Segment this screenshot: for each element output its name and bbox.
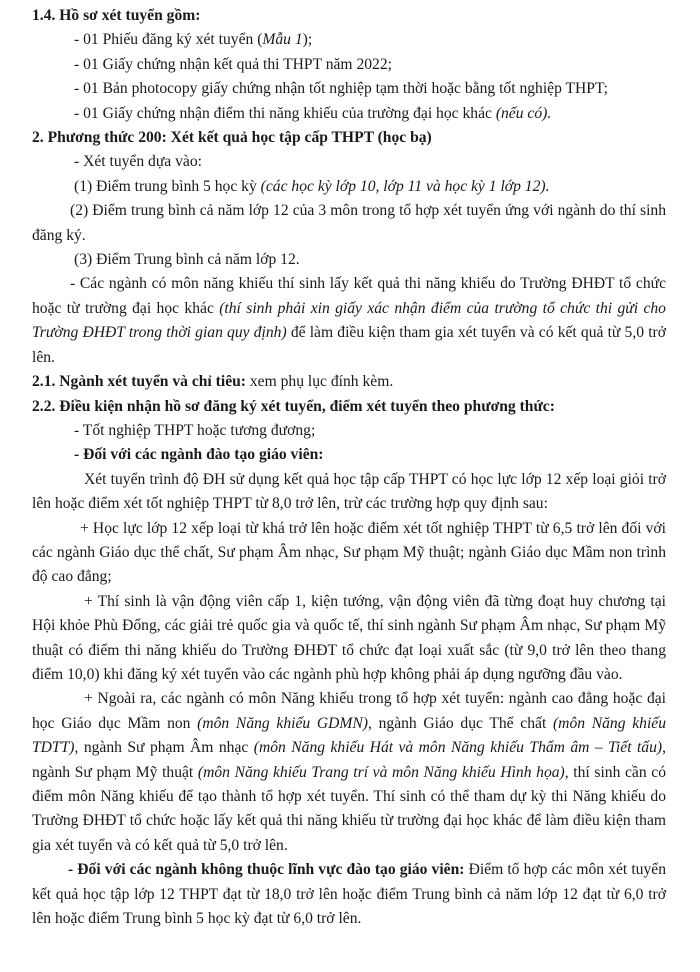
item-italic: Mẫu 1	[262, 31, 303, 49]
section-2-2-heading: 2.2. Điều kiện nhận hồ sơ đăng ký xét tuyển, điểm xét tuyển theo phương thức:	[32, 397, 555, 415]
non-teacher-heading: - Đối với các ngành không thuộc lĩnh vực đào tạo giáo viên:	[68, 861, 465, 879]
teacher-heading: - Đối với các ngành đào tạo giáo viên:	[74, 446, 324, 464]
aptitude-note	[32, 272, 666, 370]
criterion-text: (1) Điểm trung bình 5 học kỳ	[74, 177, 261, 195]
section-2-1-heading: 2.1. Ngành xét tuyển và chỉ tiêu:	[32, 373, 246, 391]
exception-2: + Thí sinh là vận động viên cấp 1, kiện tướng, vận động viên đã từng đoạt huy chương tại Hội khỏe Phù Đổng, các giải trẻ quốc gia và quốc tế, thí sinh ngành Sư phạm Âm nhạc, Sư phạm Mỹ thuật có điểm thi năng khiếu do Trường ĐHĐT tổ chức đạt loại xuất sắc (từ 9,0 trở lên theo thang điểm 10,0) khi đăng ký xét tuyển vào các ngành phù hợp không phải áp dụng ngưỡng đầu vào.	[32, 592, 666, 683]
list-item	[32, 102, 666, 126]
list-item: - 01 Giấy chứng nhận kết quả thi THPT năm 2022;	[74, 55, 392, 73]
criterion-2: (2) Điểm trung bình cả năm lớp 12 của 3 môn trong tổ hợp xét tuyển ứng với ngành do thí sinh đăng ký.	[32, 202, 666, 244]
item-tail: );	[302, 31, 313, 49]
list-item: - 01 Bản photocopy giấy chứng nhận tốt nghiệp tạm thời hoặc bằng tốt nghiệp THPT;	[74, 80, 608, 98]
italic-run: (môn Năng khiếu GDMN)	[197, 714, 368, 732]
text-run: , ngành Sư phạm Mỹ thuật	[32, 739, 666, 781]
exception-3	[32, 687, 666, 858]
item-text: - 01 Giấy chứng nhận điểm thi năng khiếu của trường đại học khác	[74, 104, 496, 122]
criterion-italic: (các học kỳ lớp 10, lớp 11 và học kỳ 1 lớp 12).	[260, 177, 550, 195]
text-run: , ngành Sư phạm Âm nhạc	[74, 739, 254, 757]
basis-label: - Xét tuyển dựa vào:	[74, 153, 202, 171]
text-run: + Ngoài ra, các ngành có môn Năng khiếu trong tổ hợp xét tuyển: ngành cao đẳng hoặc đại học Giáo dục Mầm non	[32, 690, 666, 732]
teacher-main: Xét tuyển trình độ ĐH sử dụng kết quả học tập cấp THPT có học lực lớp 12 xếp loại giỏi trở lên hoặc điểm xét tốt nghiệp THPT từ 8,0 trở lên, trừ các trường hợp quy định sau:	[32, 470, 666, 513]
section-2-1	[32, 370, 666, 394]
note-italic: (thí sinh phải xin giấy xác nhận điểm của trường tổ chức thi gửi cho Trường ĐHĐT trong thời gian quy định)	[32, 299, 666, 342]
criterion-1	[32, 175, 666, 199]
section-2-1-text: xem phụ lục đính kèm.	[245, 373, 394, 391]
section-1-4-heading: 1.4. Hồ sơ xét tuyển gồm:	[32, 7, 201, 24]
note-text: - Các ngành có môn năng khiếu thí sinh lấy kết quả thi năng khiếu do Trường ĐHĐT tổ chức hoặc từ trường đại học khác	[32, 275, 666, 317]
text-run: , thí sinh cần có điểm môn Năng khiếu để tạo thành tổ hợp xét tuyển. Thí sinh có thể tham dự kỳ thi Năng khiếu do Trường ĐHĐT tổ chức hoặc lấy kết quả thi năng khiếu từ trường đại học khác để làm điều kiện tham gia xét tuyển và có kết quả từ 5,0 trở lên.	[32, 763, 666, 854]
criterion-3: (3) Điểm Trung bình cả năm lớp 12.	[74, 251, 300, 269]
item-text: - 01 Phiếu đăng ký xét tuyển (	[74, 31, 263, 49]
note-tail: để làm điều kiện tham gia xét tuyển và có kết quả từ 5,0 trở lên.	[32, 324, 666, 366]
italic-run: (môn Năng khiếu Trang trí và môn Năng khiếu Hình họa)	[197, 763, 565, 781]
item-italic: (nếu có).	[495, 104, 552, 122]
text-run: , ngành Giáo dục Thể chất	[368, 714, 553, 732]
exception-1: + Học lực lớp 12 xếp loại từ khá trở lên hoặc điểm xét tốt nghiệp THPT từ 6,5 trở lên đối với các ngành Giáo dục thể chất, Sư phạm Âm nhạc, Sư phạm Mỹ thuật; ngành Giáo dục Mầm non trình độ cao đẳng;	[32, 519, 666, 586]
cond-graduation: - Tốt nghiệp THPT hoặc tương đương;	[74, 421, 316, 439]
section-2-heading: 2. Phương thức 200: Xét kết quả học tập cấp THPT (học bạ)	[32, 129, 432, 147]
non-teacher-text: Điểm tổ hợp các môn xét tuyển kết quả học tập lớp 12 THPT đạt từ 18,0 trở lên hoặc điểm Trung bình cả năm lớp 12 đạt từ 6,0 trở lên hoặc điểm Trung bình 5 học kỳ đạt từ 6,0 trở lên.	[32, 861, 666, 928]
italic-run: (môn Năng khiếu TDTT)	[32, 714, 666, 757]
italic-run: (môn Năng khiếu Hát và môn Năng khiếu Thẩm âm – Tiết tấu)	[253, 739, 663, 757]
list-item	[32, 28, 666, 52]
non-teacher	[32, 858, 666, 931]
